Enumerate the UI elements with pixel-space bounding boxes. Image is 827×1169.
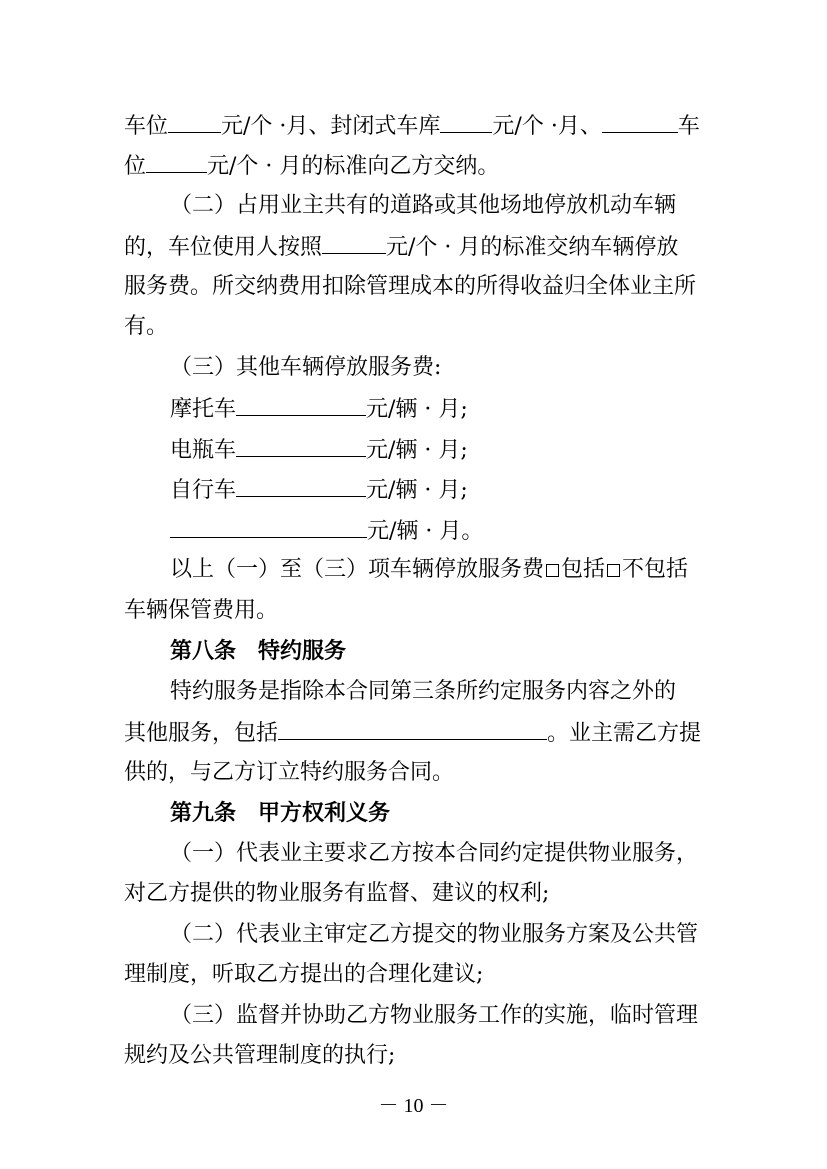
fill-blank[interactable]: [146, 150, 207, 173]
article-nine-heading: [170, 798, 390, 828]
text-span: 其他服务，包括: [124, 721, 279, 746]
fill-blank[interactable]: [236, 434, 366, 457]
text-span: 元/个 · 月的标准向乙方交纳。: [207, 154, 500, 179]
article-number: 第八条: [170, 638, 237, 664]
fill-blank[interactable]: [236, 393, 366, 416]
article-number: 第九条: [170, 800, 237, 826]
text-line-20: 对乙方提供的物业服务有监督、建议的权利;: [124, 881, 550, 906]
text-span: 自行车: [170, 478, 237, 503]
text-span: 元/辆 · 月。: [367, 519, 484, 544]
text-span: 摩托车: [170, 397, 237, 422]
text-line-19: （一）代表业主要求乙方按本合同约定提供物业服务，: [170, 841, 699, 866]
article-title: 甲方权利义务: [258, 800, 391, 826]
article-title: 特约服务: [258, 638, 347, 664]
text-line-16: [124, 717, 701, 749]
text-span: 的，车位使用人按照: [124, 235, 323, 260]
fill-blank[interactable]: [170, 515, 367, 538]
text-span: 不包括: [622, 557, 689, 582]
text-span: 元/辆 · 月;: [366, 478, 468, 503]
other-vehicle-fee-line: [170, 515, 483, 547]
text-span: 元/个 ·月、封闭式车库: [221, 114, 441, 139]
text-span: 以上（一）至（三）项车辆停放服务费: [170, 557, 545, 582]
fill-blank[interactable]: [440, 110, 492, 133]
text-line-21: （二）代表业主审定乙方提交的物业服务方案及公共管: [170, 922, 699, 947]
fill-blank[interactable]: [278, 717, 547, 740]
ebike-fee-line: [170, 434, 468, 466]
include-checkbox[interactable]: [546, 564, 559, 577]
text-span: 。业主需乙方提: [547, 721, 702, 746]
text-span: 车: [677, 114, 700, 139]
text-span: 元/辆 · 月;: [366, 438, 468, 463]
text-line-6: 有。: [124, 314, 169, 339]
fill-blank[interactable]: [602, 110, 678, 133]
text-span: 元/辆 · 月;: [366, 397, 468, 422]
exclude-checkbox[interactable]: [607, 564, 620, 577]
text-span: 车位: [124, 114, 169, 139]
fill-blank[interactable]: [236, 474, 366, 497]
fill-blank[interactable]: [168, 110, 221, 133]
paragraph-two-line-1: （二）占用业主共有的道路或其他场地停放机动车辆: [170, 193, 677, 218]
text-line-22: 理制度，听取乙方提出的合理化建议;: [124, 962, 484, 987]
text-line-1: [124, 110, 700, 142]
page-number: － 10 －: [378, 1095, 449, 1117]
text-line-4: [124, 231, 678, 263]
text-line-17: 供的，与乙方订立特约服务合同。: [124, 760, 455, 785]
text-span: 电瓶车: [170, 438, 237, 463]
motorcycle-fee-line: [170, 393, 468, 425]
text-line-24: 规约及公共管理制度的执行;: [124, 1043, 396, 1068]
text-line-23: （三）监督并协助乙方物业服务工作的实施，临时管理: [170, 1003, 699, 1028]
article-eight-heading: [170, 636, 346, 666]
text-line-13: 车辆保管费用。: [124, 598, 279, 623]
text-line-2: [124, 150, 499, 182]
paragraph-three-heading: （三）其他车辆停放服务费:: [170, 355, 442, 380]
bicycle-fee-line: [170, 474, 468, 506]
fill-blank[interactable]: [322, 231, 386, 254]
text-span: 元/个 ·月、: [492, 114, 602, 139]
text-span: 包括: [561, 557, 606, 582]
text-span: 元/个 · 月的标准交纳车辆停放: [386, 235, 679, 260]
text-line-5: 服务费。所交纳费用扣除管理成本的所得收益归全体业主所: [124, 274, 697, 299]
text-span: 位: [124, 154, 147, 179]
text-line-15: 特约服务是指除本合同第三条所约定服务内容之外的: [170, 679, 677, 704]
inclusion-line: [170, 555, 688, 585]
